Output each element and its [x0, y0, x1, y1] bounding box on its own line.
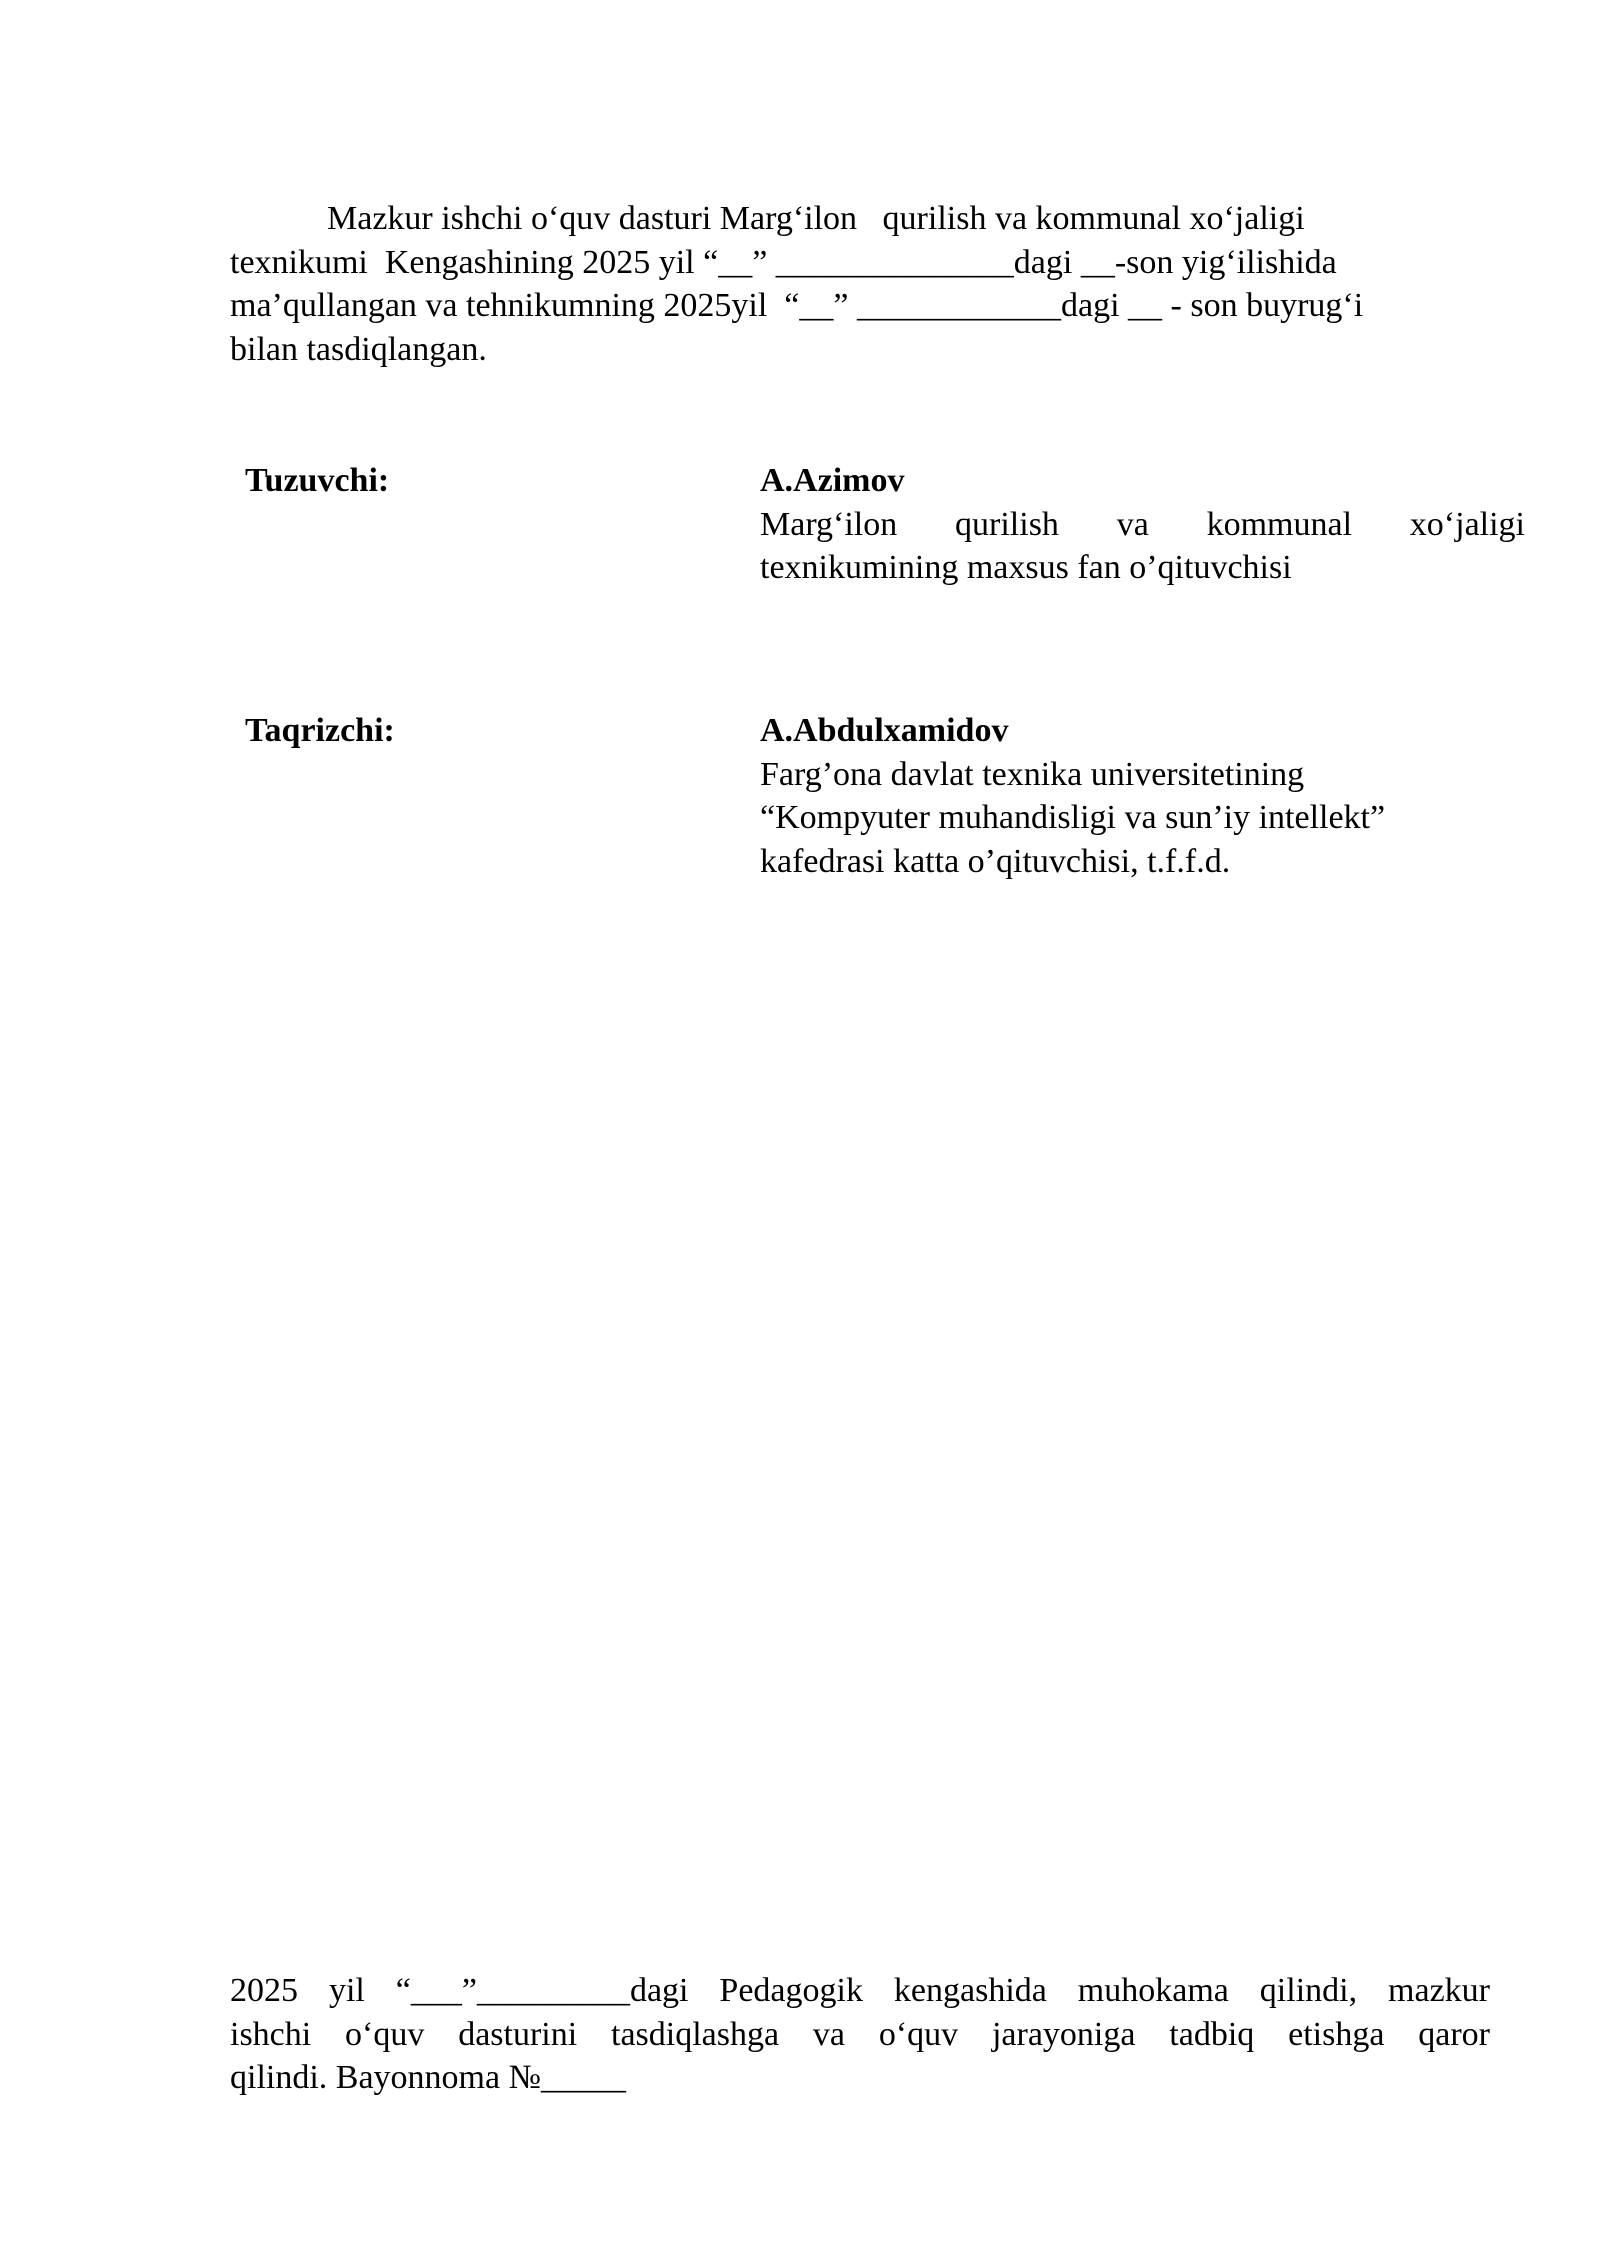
- council-line-1: 2025 yil “___”_________dagi Pedagogik kengashida muhokama qilindi, mazkur: [230, 1972, 1490, 2009]
- author-role-label: Tuzuvchi:: [245, 462, 390, 499]
- author-name: A.Azimov: [760, 462, 905, 499]
- approval-line-3: ma’qullangan va tehnikumning 2025yil “__” ____________dagi __ - son buyrug‘i: [230, 287, 1364, 324]
- council-line-3: qilindi. Bayonnoma №_____: [230, 2059, 627, 2096]
- approval-line-1: Mazkur ishchi o‘quv dasturi Marg‘ilon qurilish va kommunal xo‘jaligi: [327, 200, 1305, 237]
- reviewer-affiliation-line-3: kafedrasi katta o’qituvchisi, t.f.f.d.: [760, 842, 1231, 880]
- reviewer-block: [760, 709, 1525, 883]
- approval-paragraph: [230, 197, 1490, 371]
- council-paragraph: [230, 1969, 1490, 2100]
- reviewer-affiliation-line-1: Farg’ona davlat texnika universitetining: [760, 755, 1305, 793]
- reviewer-affiliation-line-2: “Kompyuter muhandisligi va sun’iy intellekt”: [760, 799, 1386, 836]
- author-affiliation-line-2: texnikumining maxsus fan o’qituvchisi: [760, 549, 1292, 586]
- reviewer-name: A.Abdulxamidov: [760, 712, 1009, 749]
- reviewer-role-label: Taqrizchi:: [245, 712, 395, 749]
- author-block: [760, 459, 1525, 590]
- author-affiliation-line-1: Marg‘ilon qurilish va kommunal xo‘jaligi: [760, 505, 1525, 543]
- approval-line-2: texnikumi Kengashining 2025 yil “__” ______________dagi __-son yig‘ilishida: [230, 243, 1337, 281]
- council-line-2: ishchi o‘quv dasturini tasdiqlashga va o‘quv jarayoniga tadbiq etishga qaror: [230, 2015, 1490, 2053]
- approval-line-4: bilan tasdiqlangan.: [230, 330, 487, 368]
